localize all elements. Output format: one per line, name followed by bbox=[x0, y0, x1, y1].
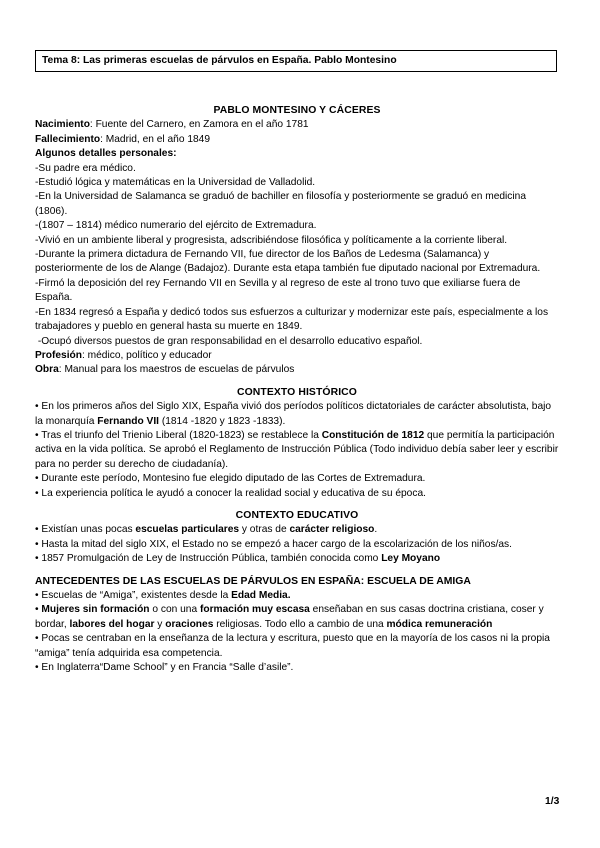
details-label: Algunos detalles personales: bbox=[35, 148, 177, 160]
antecedents-paragraph: • En Inglaterra“Dame School” y en Francia “Salle d’asile”. bbox=[35, 662, 294, 674]
death-line bbox=[35, 133, 559, 147]
educational-heading: CONTEXTO EDUCATIVO bbox=[235, 509, 359, 521]
historical-heading: CONTEXTO HISTÓRICO bbox=[237, 386, 357, 398]
birth-line bbox=[35, 118, 559, 132]
bio-item: trabajadores y pueblo en general hasta su muerte en 1849. bbox=[35, 321, 303, 333]
historical-paragraph: • Durante este período, Montesino fue elegido diputado de las Cortes de Extremadura. bbox=[35, 473, 426, 485]
bio-item: -Firmó la deposición del rey Fernando VII en Sevilla y al regreso de este al trono tuvo que exiliarse fuera de España. bbox=[35, 277, 521, 304]
profession-label: Profesión bbox=[35, 349, 82, 361]
historical-paragraph: • En los primeros años del Siglo XIX, España vivió dos períodos políticos dictatoriales de carácter absolutista, bajo la monarquía Fernando VII (1814 -1820 y 1823 -1833). bbox=[35, 401, 552, 427]
document-title: Tema 8: Las primeras escuelas de párvulos en España. Pablo Montesino bbox=[35, 50, 557, 72]
bio-item: -Durante la primera dictadura de Fernando VII, fue director de los Baños de Ledesma (Salamanca) y posteriormente de los de Alange (Badajoz). Durante esta etapa también fue diputado nacional por Extremadura. bbox=[35, 249, 541, 275]
antecedents-paragraph: • Mujeres sin formación o con una formación muy escasa enseñaban en sus casas doctrina cristiana, coser y bordar, labores del hogar y oraciones religiosas. Todo ello a cambio de una módica remuneración bbox=[35, 604, 544, 630]
educational-paragraph: • 1857 Promulgación de Ley de Instrucción Pública, también conocida como Ley Moyano bbox=[35, 553, 441, 565]
bio-item: -Estudió lógica y matemáticas en la Universidad de Valladolid. bbox=[35, 177, 316, 189]
work-text: : Manual para los maestros de escuelas de párvulos bbox=[58, 364, 295, 376]
profession-line bbox=[35, 349, 559, 363]
page-number: 1/3 bbox=[545, 796, 560, 807]
bio-item: -En 1834 regresó a España y dedicó todos sus esfuerzos a culturizar y modernizar este país, especialmente a los bbox=[35, 306, 549, 318]
historical-paragraph: • Tras el triunfo del Trienio Liberal (1820-1823) se restablece la Constitución de 1812 que permitía la participación activa en la vida política. Se aprobó el Reglamento de Instrucción Pública (Todo individuo debía saber leer y escribir para no perder su derecho de ciudadanía). bbox=[35, 429, 559, 470]
death-label: Fallecimiento bbox=[35, 133, 101, 145]
work-label: Obra bbox=[35, 364, 59, 376]
historical-paragraph: • La experiencia política le ayudó a conocer la realidad social y educativa de su época. bbox=[35, 487, 426, 499]
antecedents-paragraph: • Pocas se centraban en la enseñanza de la lectura y escritura, puesto que en la mayoría de los casos ni la propia “amiga” tenía adquirida esa competencia. bbox=[35, 633, 550, 659]
educational-paragraph: • Hasta la mitad del siglo XIX, el Estado no se empezó a hacer cargo de la escolarización de los niños/as. bbox=[35, 538, 512, 550]
birth-label: Nacimiento bbox=[35, 119, 90, 131]
bio-item: -En la Universidad de Salamanca se graduó de bachiller en filosofía y posteriormente se graduó en medicina (1806). bbox=[35, 191, 526, 217]
bio-item: -Vivió en un ambiente liberal y progresista, adscribiéndose filosófica y políticamente a la corriente liberal. bbox=[35, 234, 508, 246]
educational-paragraph: • Existían unas pocas escuelas particulares y otras de carácter religioso. bbox=[35, 524, 378, 536]
death-text: : Madrid, en el año 1849 bbox=[100, 133, 210, 145]
work-line bbox=[35, 363, 559, 377]
antecedents-heading: ANTECEDENTES DE LAS ESCUELAS DE PÁRVULOS EN ESPAÑA: ESCUELA DE AMIGA bbox=[35, 575, 471, 587]
bio-item: -Ocupó diversos puestos de gran responsabilidad en el desarrollo educativo español. bbox=[35, 335, 423, 347]
bio-item: -(1807 – 1814) médico numerario del ejército de Extremadura. bbox=[35, 220, 317, 232]
antecedents-paragraph: • Escuelas de “Amiga”, existentes desde la Edad Media. bbox=[35, 590, 291, 601]
birth-text: : Fuente del Carnero, en Zamora en el año 1781 bbox=[89, 119, 309, 131]
bio-heading: PABLO MONTESINO Y CÁCERES bbox=[213, 105, 381, 116]
bio-item: -Su padre era médico. bbox=[35, 162, 136, 174]
profession-text: : médico, político y educador bbox=[81, 349, 212, 361]
document-body bbox=[35, 104, 559, 675]
